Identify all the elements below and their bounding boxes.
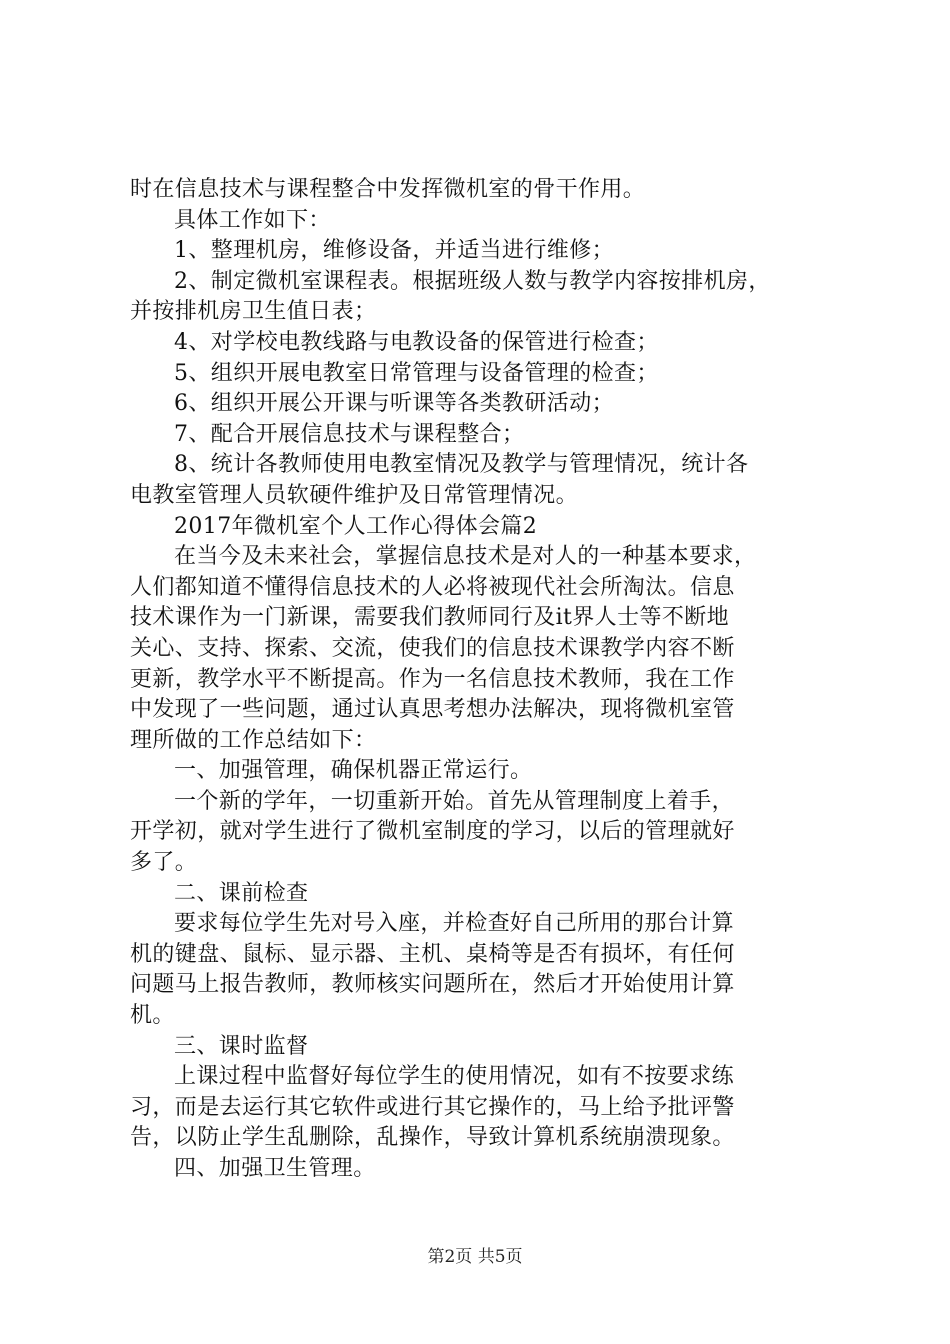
page-number-footer: 第2页 共5页: [427, 1247, 523, 1267]
text-line: 5、组织开展电教室日常管理与设备管理的检查；: [174, 360, 659, 386]
text-line: 中发现了一些问题，通过认真思考想办法解决，现将微机室管: [130, 697, 735, 723]
text-line: 时在信息技术与课程整合中发挥微机室的骨干作用。: [130, 177, 646, 202]
text-line: 理所做的工作总结如下：: [130, 727, 377, 753]
text-line: 8、统计各教师使用电教室情况及教学与管理情况，统计各: [174, 452, 749, 478]
text-line: 1、整理机房，维修设备，并适当进行维修；: [174, 238, 614, 264]
text-line: 要求每位学生先对号入座，并检查好自己所用的那台计算: [174, 911, 735, 937]
text-line: 多了。: [130, 850, 198, 876]
text-line: 人们都知道不懂得信息技术的人必将被现代社会所淘汰。信息: [130, 574, 735, 600]
text-line: 电教室管理人员软硬件维护及日常管理情况。: [130, 482, 579, 508]
text-line: 4、对学校电教线路与电教设备的保管进行检查；: [174, 329, 659, 355]
text-line: 一、加强管理，确保机器正常运行。: [174, 758, 533, 784]
text-line: 三、课时监督: [174, 1033, 309, 1059]
text-line: 并按排机房卫生值日表；: [130, 299, 377, 325]
text-line: 习，而是去运行其它软件或进行其它操作的，马上给予批评警: [130, 1094, 735, 1120]
text-line: 一个新的学年，一切重新开始。首先从管理制度上着手，: [174, 788, 735, 814]
text-line: 7、配合开展信息技术与课程整合；: [174, 421, 525, 447]
text-line: 二、课前检查: [174, 880, 309, 906]
text-line: 更新，教学水平不断提高。作为一名信息技术教师，我在工作: [130, 666, 735, 692]
text-line: 2、制定微机室课程表。根据班级人数与教学内容按排机房，: [174, 268, 771, 294]
document-body: [130, 175, 830, 1185]
text-line: 关心、支持、探索、交流，使我们的信息技术课教学内容不断: [130, 635, 735, 661]
text-line: 告，以防止学生乱删除，乱操作，导致计算机系统崩溃现象。: [130, 1125, 735, 1151]
text-line: 问题马上报告教师，教师核实问题所在，然后才开始使用计算: [130, 972, 735, 998]
text-line: 开学初，就对学生进行了微机室制度的学习，以后的管理就好: [130, 819, 735, 845]
text-line: 上课过程中监督好每位学生的使用情况，如有不按要求练: [174, 1064, 735, 1090]
text-line: 机的键盘、鼠标、显示器、主机、桌椅等是否有损坏，有任何: [130, 941, 735, 967]
text-line: 6、组织开展公开课与听课等各类教研活动；: [174, 391, 614, 417]
text-line: 技术课作为一门新课，需要我们教师同行及it界人士等不断地: [130, 605, 730, 631]
text-line: 具体工作如下：: [174, 207, 331, 233]
text-line: 四、加强卫生管理。: [174, 1156, 376, 1181]
text-line: 在当今及未来社会，掌握信息技术是对人的一种基本要求，: [174, 544, 757, 570]
text-line: 2017年微机室个人工作心得体会篇2: [174, 513, 538, 539]
text-line: 机。: [130, 1003, 175, 1029]
